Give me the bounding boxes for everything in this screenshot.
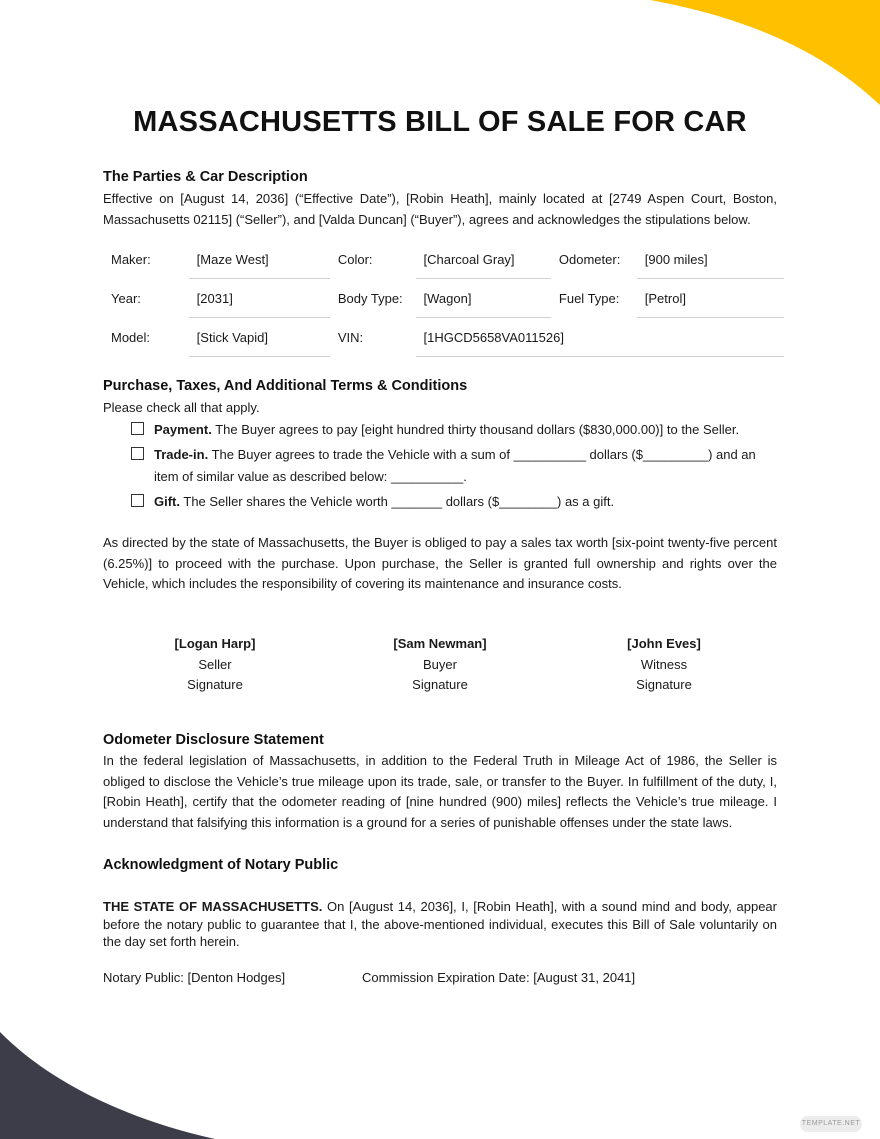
year-label: Year: bbox=[111, 290, 141, 306]
car-specs-table bbox=[103, 240, 784, 357]
seller-signature-caption: Signature bbox=[187, 677, 243, 692]
trade-in-option-text: The Buyer agrees to trade the Vehicle with a sum of __________ dollars ($_________) and an item of similar value as described below: __________. bbox=[154, 447, 756, 484]
vin-label: VIN: bbox=[337, 329, 364, 345]
notary-heading: Acknowledgment of Notary Public bbox=[103, 857, 339, 873]
gift-option-text: The Seller shares the Vehicle worth _______ dollars ($________) as a gift. bbox=[180, 494, 615, 509]
payment-checkbox[interactable] bbox=[131, 422, 144, 435]
body-type-value: [Wagon] bbox=[416, 279, 551, 318]
notary-public-line: Notary Public: [Denton Hodges] bbox=[103, 970, 286, 985]
notary-statement: On [August 14, 2036], I, [Robin Heath], with a sound mind and body, appear before the notary public to guarantee that I, the above-mentioned individual, executes this Bill of Sale voluntarily on the day set forth herein. bbox=[103, 899, 777, 949]
witness-signature-caption: Signature bbox=[636, 677, 692, 692]
seller-role: Seller bbox=[198, 656, 232, 672]
parties-paragraph: Effective on [August 14, 2036] (“Effective Date”), [Robin Heath], mainly located at [2749 Aspen Court, Boston, Massachusetts 02115] (“Seller”), and [Valda Duncan] (“Buyer”), agrees and acknowledges the stipulations below. bbox=[103, 191, 777, 227]
table-row bbox=[103, 279, 784, 318]
table-row bbox=[103, 240, 784, 279]
buyer-signature-caption: Signature bbox=[412, 677, 468, 692]
trade-in-option bbox=[131, 444, 781, 488]
year-value: [2031] bbox=[189, 279, 330, 318]
buyer-role: Buyer bbox=[423, 656, 457, 672]
witness-signature-block bbox=[554, 634, 774, 696]
odometer-label: Odometer: bbox=[558, 251, 621, 267]
document-title: MASSACHUSETTS BILL OF SALE FOR CAR bbox=[133, 106, 747, 138]
gift-option bbox=[131, 491, 781, 513]
vin-value: [1HGCD5658VA011526] bbox=[416, 318, 785, 357]
odometer-heading: Odometer Disclosure Statement bbox=[103, 732, 324, 748]
body-type-label: Body Type: bbox=[337, 290, 403, 306]
odometer-paragraph: In the federal legislation of Massachusetts, in addition to the Federal Truth in Mileage Act of 1986, the Seller is obliged to disclose the Vehicle’s true mileage upon its trade, sale, or transfer to the Buyer. In fulfillment of the duty, I, [Robin Heath], certify that the odometer reading of [nine hundred (900) miles] reflects the Vehicle’s true mileage. I understand that falsifying this information is a ground for a series of punishable offenses under the state laws. bbox=[103, 753, 777, 830]
purchase-heading: Purchase, Taxes, And Additional Terms & Conditions bbox=[103, 378, 468, 394]
seller-signature-block bbox=[105, 634, 325, 696]
payment-option bbox=[131, 419, 781, 441]
bottom-left-dark-swoosh bbox=[0, 1032, 215, 1139]
fuel-type-value: [Petrol] bbox=[637, 279, 784, 318]
purchase-instruction: Please check all that apply. bbox=[103, 400, 260, 415]
commission-expiration-line: Commission Expiration Date: [August 31, 2041] bbox=[362, 970, 636, 985]
model-label: Model: bbox=[111, 329, 151, 345]
template-watermark: TEMPLATE.NET bbox=[800, 1116, 862, 1132]
trade-in-checkbox[interactable] bbox=[131, 447, 144, 460]
gift-option-label: Gift. bbox=[154, 494, 180, 509]
state-label: THE STATE OF MASSACHUSETTS. bbox=[103, 899, 323, 914]
sales-tax-paragraph: As directed by the state of Massachusetts, the Buyer is obliged to pay a sales tax worth [six-point twenty-five percent (6.25%)] to proceed with the purchase. Upon purchase, the Seller is granted full ownership and rights over the Vehicle, which includes the responsibility of covering its maintenance and insurance costs. bbox=[103, 535, 777, 591]
gift-checkbox[interactable] bbox=[131, 494, 144, 507]
color-label: Color: bbox=[337, 251, 373, 267]
maker-value: [Maze West] bbox=[189, 240, 330, 279]
notary-paragraph bbox=[103, 898, 777, 951]
seller-name: [Logan Harp] bbox=[174, 636, 256, 651]
payment-option-label: Payment. bbox=[154, 422, 212, 437]
payment-option-text: The Buyer agrees to pay [eight hundred thirty thousand dollars ($830,000.00)] to the Seller. bbox=[211, 422, 740, 437]
top-right-yellow-swoosh bbox=[650, 0, 880, 105]
fuel-type-label: Fuel Type: bbox=[558, 290, 620, 306]
parties-heading: The Parties & Car Description bbox=[103, 169, 308, 185]
trade-in-option-label: Trade-in. bbox=[154, 447, 209, 462]
odometer-value: [900 miles] bbox=[637, 240, 784, 279]
color-value: [Charcoal Gray] bbox=[416, 240, 551, 279]
model-value: [Stick Vapid] bbox=[189, 318, 330, 357]
witness-name: [John Eves] bbox=[627, 636, 701, 651]
maker-label: Maker: bbox=[111, 251, 151, 267]
witness-role: Witness bbox=[640, 656, 688, 672]
table-row bbox=[103, 318, 784, 357]
buyer-name: [Sam Newman] bbox=[393, 636, 487, 651]
buyer-signature-block bbox=[330, 634, 550, 696]
